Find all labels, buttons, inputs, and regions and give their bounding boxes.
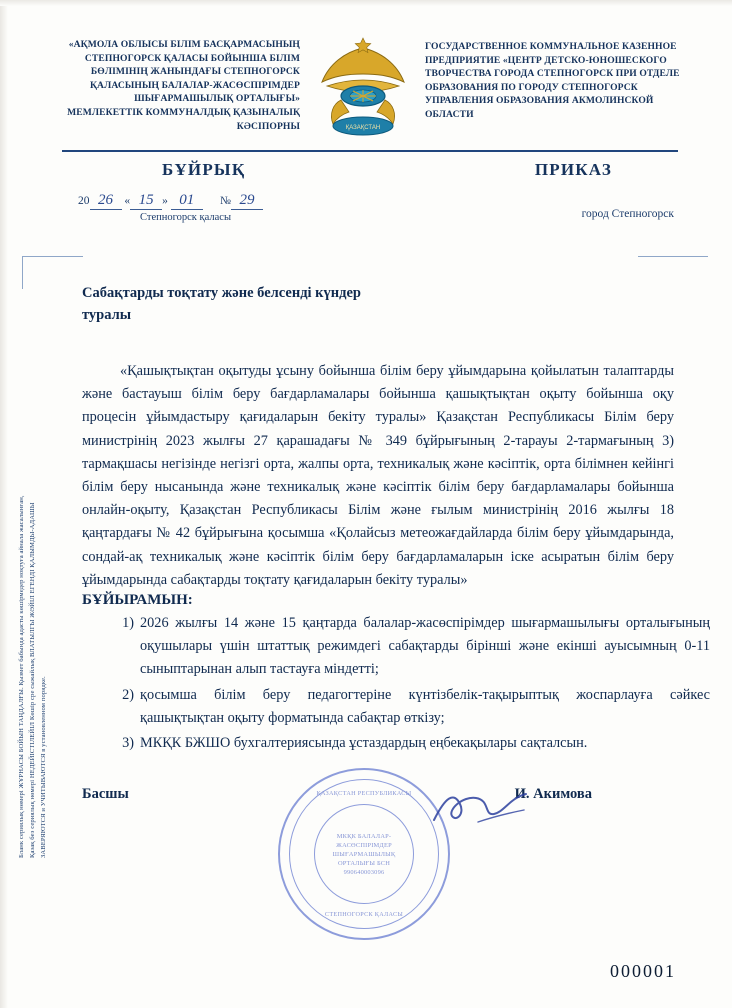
header-divider bbox=[62, 150, 678, 152]
number-sign: № bbox=[220, 195, 231, 207]
list-item bbox=[122, 612, 710, 682]
list-item bbox=[122, 684, 710, 730]
document-body bbox=[82, 360, 674, 592]
list-item bbox=[122, 732, 710, 755]
side-note-line-1: Бланк сериялық нөмері ЖҰРНАСЫ БОЙЫН ТАҢДАЛҒЫ. Қызмет бабында адасты көшірмедер ноқтуға айнала жасалынған, bbox=[18, 495, 25, 858]
list-item-text: МКҚК БЖШО бухгалтериясында ұстаздардың еңбекақылары сақталсын. bbox=[140, 735, 588, 752]
day-value: 15 bbox=[130, 192, 162, 210]
order-keyword: БҰЙЫРАМЫН: bbox=[82, 592, 193, 608]
stamp-top-text: ҚАЗАҚСТАН РЕСПУБЛИКАСЫ bbox=[316, 790, 412, 797]
scan-edge-left bbox=[0, 0, 8, 1008]
year-value: 26 bbox=[90, 192, 122, 210]
order-items-list bbox=[104, 612, 710, 757]
organization-name-ru: ГОСУДАРСТВЕННОЕ КОММУНАЛЬНОЕ КАЗЕННОЕ ПРЕДПРИЯТИЕ «ЦЕНТР ДЕТСКО-ЮНОШЕСКОГО ТВОРЧЕСТВА ГОРОДА СТЕПНОГОРСК ПРИ ОТДЕЛЕ ОБРАЗОВАНИЯ ПО ГОРОДУ СТЕПНОГОРСК УПРАВЛЕНИЯ ОБРАЗОВАНИЯ АКМОЛИНСКОЙ ОБЛАСТИ bbox=[425, 41, 680, 120]
side-note-line-2: Қазақ без сериялық нөмері НЕДЕЙІСТІЛЕЙІЛ Көшір сре сыжайлық ВЛАТЫЛГЫ ЖӘЙІЛ ЕГЕНДІ ҚАЛЫМДЫ-АДАШЫ bbox=[29, 502, 36, 858]
kazakhstan-coat-of-arms-icon bbox=[317, 34, 409, 142]
quote-open: « bbox=[124, 195, 131, 207]
month-value: 01 bbox=[171, 192, 203, 210]
list-item-text: қосымша білім беру педагогтеріне күнтізбелік-тақырыптық жоспарлауға сәйкес қашықтықтан оқыту форматында сабақтар өткізу; bbox=[140, 686, 710, 726]
quote-close: » bbox=[162, 195, 168, 207]
side-note-line-3: ЗАВЕРЯЮТСЯ и УЧИТЫВАЮТСЯ в установленном порядке. bbox=[40, 676, 47, 858]
city-kk: Степногорск қаласы bbox=[140, 212, 232, 223]
document-serial-number: 000001 bbox=[610, 961, 676, 981]
stamp-center-text: МКҚК БАЛАЛАР-ЖАСӨСПІРІМДЕР ШЫҒАРМАШЫЛЫҚ ОРТАЛЫҒЫ БСН 990640003096 bbox=[332, 832, 396, 876]
list-item-number: 2) bbox=[122, 686, 134, 703]
document-title-ru: ПРИКАЗ bbox=[534, 160, 612, 179]
number-value: 29 bbox=[231, 192, 263, 210]
list-item-text: 2026 жылғы 14 және 15 қаңтарда балалар-жасөспірімдер шығармашылығы орталығының оқушылары үшін штаттық режимдегі сабақтарды бірінші және екінші ауысымның 0-11 сыныптарынан алып тастауға міндетті; bbox=[140, 615, 710, 678]
organization-name-kk: «АҚМОЛА ОБЛЫСЫ БІЛІМ БАСҚАРМАСЫНЫҢ СТЕПНОГОРСК ҚАЛАСЫ БОЙЫНША БІЛІМ БӨЛІМІНІҢ ЖАНЫНДАҒЫ СТЕПНОГОРСК ҚАЛАСЫНЫҢ БАЛАЛАР-ЖАСӨСПІРІМДЕР ШЫҒАРМАШЫЛЫҚ ОРТАЛЫҒЫ» МЕМЛЕКЕТТІК КОММУНАЛДЫҚ ҚАЗЫНАЛЫҚ КӘСІПОРНЫ bbox=[67, 39, 300, 132]
city-ru: город Степногорск bbox=[581, 208, 674, 220]
signatory-name: И. Акимова bbox=[514, 786, 592, 802]
subject-bracket-left bbox=[22, 256, 83, 289]
signatory-role: Басшы bbox=[82, 786, 129, 802]
document-subject: Сабақтарды тоқтату және белсенді күндер туралы bbox=[82, 285, 361, 323]
document-header bbox=[60, 34, 680, 142]
svg-text:ҚАЗАҚСТАН: ҚАЗАҚСТАН bbox=[345, 125, 380, 131]
scan-edge-top bbox=[0, 0, 732, 6]
side-vertical-note bbox=[16, 388, 49, 858]
stamp-bottom-text: СТЕПНОГОРСК ҚАЛАСЫ bbox=[324, 911, 404, 918]
list-item-number: 1) bbox=[122, 615, 134, 631]
body-paragraph: «Қашықтықтан оқытуды ұсыну бойынша білім беру ұйымдарына қойылатын талаптарды және бастауыш білім беру бағдарламалары бойынша қашықтықтан оқыту бойынша оқу процесін ұйымдастыру қағидаларын бекіту туралы» Қазақстан Республикасы Білім беру министрінің 2023 жылғы 27 қарашадағы № 349 бұйрығының 2-тарауы 2-тармағының 3) тармақшасы негізінде негізгі орта, жалпы орта, техникалық және кәсіптік, орта білімнен кейінгі білім беру нысанында және техникалық және кәсіптік білім беру бағдарламалары бойынша онлайн-оқыту, Қазақстан Республикасы Білім және ғылым министрінің 2016 жылғы 18 қаңтардағы № 42 бұйрығына қосымша «Қолайсыз метеожағдайларда білім беру ұйымдарында, сондай-ақ техникалық және кәсіптік білім беру бағдарламаларын іске асыратын білім беру ұйымдарында сабақтарды тоқтату қағидаларын бекіту туралы» bbox=[82, 363, 674, 588]
official-stamp bbox=[278, 768, 450, 940]
document-title-row bbox=[62, 160, 678, 180]
list-item-number: 3) bbox=[122, 735, 134, 752]
document-title-kk: БҰЙРЫҚ bbox=[162, 160, 246, 179]
subject-bracket-right bbox=[638, 256, 708, 257]
year-prefix: 20 bbox=[78, 195, 90, 207]
